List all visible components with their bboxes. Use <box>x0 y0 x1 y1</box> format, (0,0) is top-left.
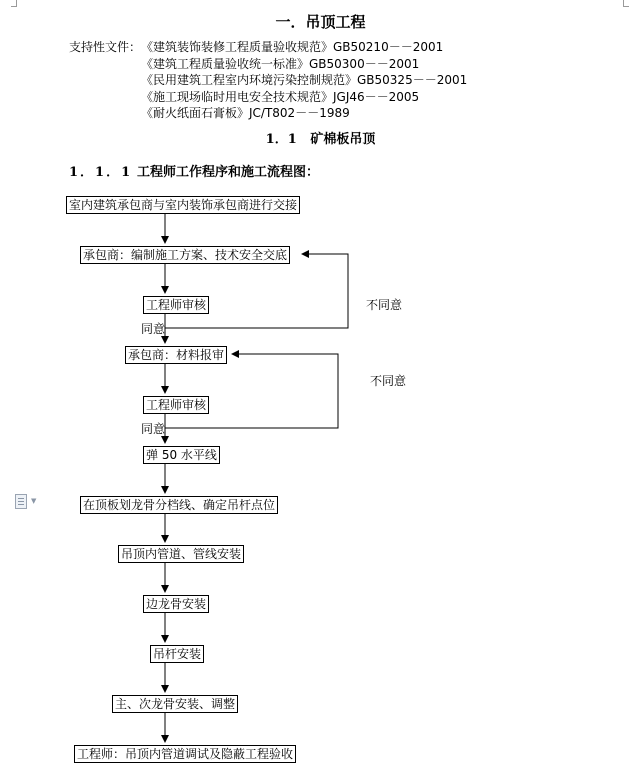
reference-item: 《耐火纸面石膏板》JC/T802－－1989 <box>141 106 350 120</box>
disagree-label: 不同意 <box>370 374 407 388</box>
subsection-number: 1．1 <box>265 132 297 147</box>
references-label: 支持性文件： <box>69 40 142 54</box>
flow-step-material-submission: 承包商：材料报审 <box>125 346 227 364</box>
reference-item: 《民用建筑工程室内环境污染控制规范》GB50325－－2001 <box>141 73 468 87</box>
subsubsection-number: 1．1．1 <box>69 165 133 180</box>
document-options-icon[interactable] <box>15 494 27 509</box>
section-title: 一．吊顶工程 <box>275 13 366 31</box>
flow-step-layout-marking: 在顶板划龙骨分档线、确定吊杆点位 <box>80 496 278 514</box>
reference-item: 《施工现场临时用电安全技术规范》JGJ46－－2005 <box>141 90 420 104</box>
reference-item: 《建筑装饰装修工程质量验收规范》GB50210－－2001 <box>141 40 444 54</box>
flow-step-hanger-rod: 吊杆安装 <box>150 645 204 663</box>
flow-step-handover: 室内建筑承包商与室内装饰承包商进行交接 <box>66 196 300 214</box>
flow-step-engineer-review-1: 工程师审核 <box>143 296 209 314</box>
flow-step-construction-plan: 承包商：编制施工方案、技术安全交底 <box>80 246 290 264</box>
flow-step-level-line: 弹 50 水平线 <box>143 446 220 464</box>
agree-label: 同意 <box>141 322 166 336</box>
agree-label: 同意 <box>141 422 166 436</box>
feedback-loop-2 <box>165 354 338 428</box>
disagree-label: 不同意 <box>366 298 403 312</box>
chevron-down-icon[interactable]: ▼ <box>31 497 37 505</box>
reference-item: 《建筑工程质量验收统一标准》GB50300－－2001 <box>141 57 420 71</box>
flow-step-main-keel: 主、次龙骨安装、调整 <box>112 695 238 713</box>
feedback-loop-1 <box>165 254 348 328</box>
flow-step-edge-keel: 边龙骨安装 <box>143 595 209 613</box>
flow-step-engineer-review-2: 工程师审核 <box>143 396 209 414</box>
flow-step-pipe-installation: 吊顶内管道、管线安装 <box>118 545 244 563</box>
subsection-title: 矿棉板吊顶 <box>310 132 376 147</box>
subsubsection-title: 工程师工作程序和施工流程图： <box>137 165 320 180</box>
flow-step-acceptance: 工程师：吊顶内管道调试及隐蔽工程验收 <box>74 745 296 763</box>
